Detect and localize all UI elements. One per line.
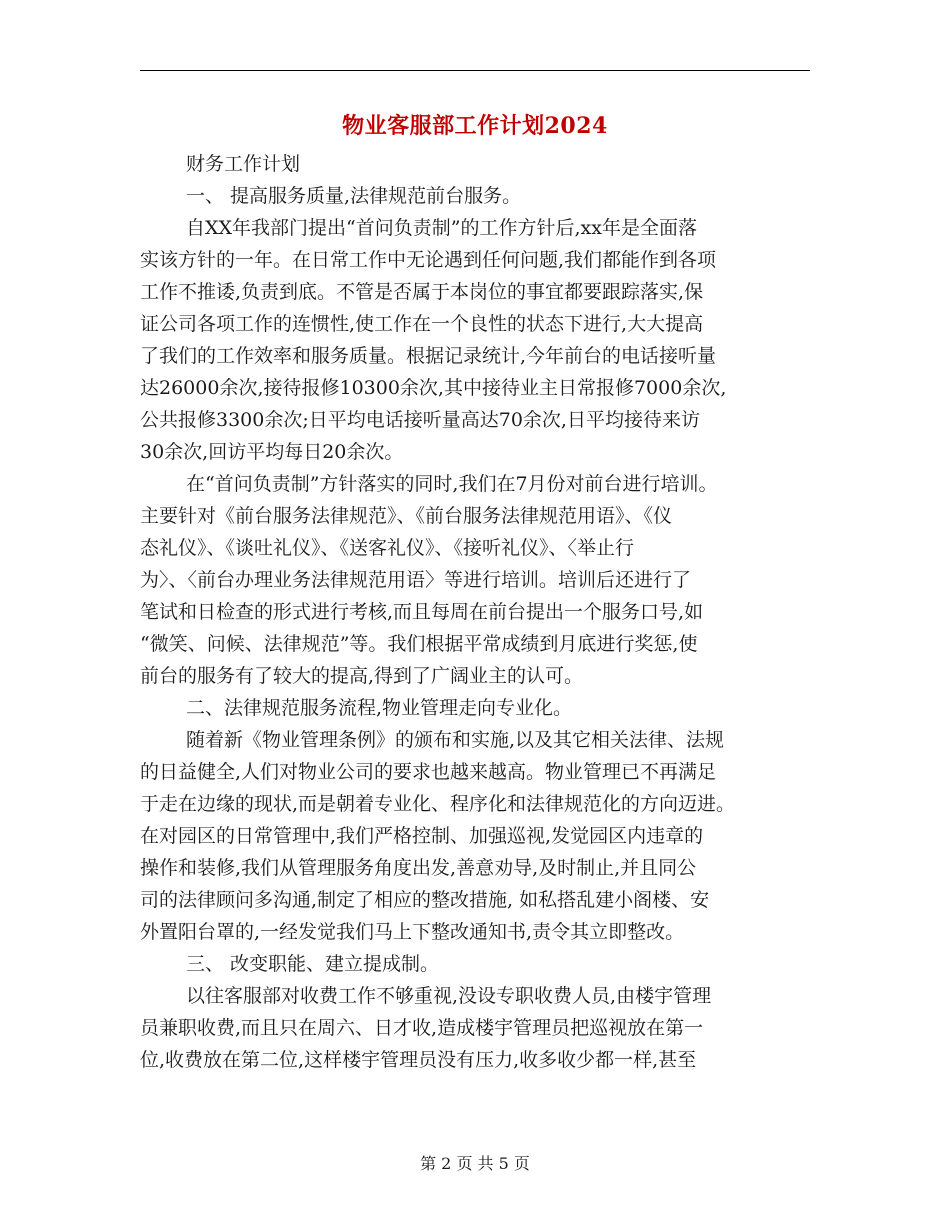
paragraph-line: 态礼仪》、《谈吐礼仪》、《送客礼仪》、《接听礼仪》、〈举止行 xyxy=(140,537,635,559)
paragraph-line: 证公司各项工作的连惯性,使工作在一个良性的状态下进行,大大提高 xyxy=(140,313,704,335)
header-rule xyxy=(140,70,810,71)
paragraph-line: 前台的服务有了较大的提高,得到了广阔业主的认可。 xyxy=(140,665,584,687)
paragraph-line: 为〉、〈前台办理业务法律规范用语〉等进行培训。培训后还进行了 xyxy=(140,569,692,591)
paragraph xyxy=(140,724,812,948)
paragraph-line: 工作不推诿,负责到底。不管是否属于本岗位的事宜都要跟踪落实,保 xyxy=(140,281,704,303)
paragraph xyxy=(140,212,812,468)
paragraph-first-line: 一、 提高服务质量,法律规范前台服务。 xyxy=(186,185,522,207)
paragraph xyxy=(140,180,812,212)
paragraph-line: 了我们的工作效率和服务质量。根据记录统计,今年前台的电话接听量 xyxy=(140,345,717,367)
paragraph-line: 在对园区的日常管理中,我们严格控制、加强巡视,发觉园区内违章的 xyxy=(140,825,704,847)
document-body xyxy=(140,148,812,1076)
paragraph-line: 于走在边缘的现状,而是朝着专业化、程序化和法律规范化的方向迈进。 xyxy=(140,793,736,815)
page-number: 第 2 页 共 5 页 xyxy=(420,1154,530,1173)
paragraph xyxy=(140,468,812,692)
paragraph xyxy=(140,692,812,724)
paragraph xyxy=(140,148,812,180)
paragraph-line: 公共报修3300余次;日平均电话接听量高达70余次,日平均接待来访 xyxy=(140,409,700,431)
paragraph xyxy=(140,980,812,1076)
paragraph-line: 操作和装修,我们从管理服务角度出发,善意劝导,及时制止,并且同公 xyxy=(140,857,697,879)
paragraph-first-line: 二、法律规范服务流程,物业管理走向专业化。 xyxy=(186,697,573,719)
paragraph-line: 30余次,回访平均每日20余次。 xyxy=(140,441,404,463)
paragraph-line: 主要针对《前台服务法律规范》、《前台服务法律规范用语》、《仪 xyxy=(140,505,673,527)
document-title: 物业客服部工作计划2024 xyxy=(342,113,608,139)
paragraph-line: “微笑、问候、法律规范”等。我们根据平常成绩到月底进行奖惩,使 xyxy=(140,633,698,655)
paragraph-first-line: 随着新《物业管理条例》的颁布和实施,以及其它相关法律、法规 xyxy=(186,729,725,751)
paragraph xyxy=(140,948,812,980)
paragraph-first-line: 以往客服部对收费工作不够重视,没设专职收费人员,由楼宇管理 xyxy=(186,985,712,1007)
paragraph-line: 外置阳台罩的,一经发觉我们马上下整改通知书,责令其立即整改。 xyxy=(140,921,685,943)
paragraph-first-line: 在“首问负责制”方针落实的同时,我们在7月份对前台进行培训。 xyxy=(186,473,718,495)
paragraph-first-line: 财务工作计划 xyxy=(186,153,301,175)
paragraph-line: 员兼职收费,而且只在周六、日才收,造成楼宇管理员把巡视放在第一 xyxy=(140,1017,704,1039)
paragraph-line: 的日益健全,人们对物业公司的要求也越来越高。物业管理已不再满足 xyxy=(140,761,717,783)
paragraph-line: 司的法律顾问多沟通,制定了相应的整改措施, 如私搭乱建小阁楼、安 xyxy=(140,889,710,911)
paragraph-line: 达26000余次,接待报修10300余次,其中接待业主日常报修7000余次, xyxy=(140,377,727,399)
paragraph-line: 位,收费放在第二位,这样楼宇管理员没有压力,收多收少都一样,甚至 xyxy=(140,1049,697,1071)
paragraph-line: 实该方针的一年。在日常工作中无论遇到任何问题,我们都能作到各项 xyxy=(140,249,717,271)
paragraph-line: 笔试和日检查的形式进行考核,而且每周在前台提出一个服务口号,如 xyxy=(140,601,704,623)
paragraph-first-line: 三、 改变职能、建立提成制。 xyxy=(186,953,440,975)
paragraph-first-line: 自XX年我部门提出“首问负责制”的工作方针后,xx年是全面落 xyxy=(186,217,697,239)
